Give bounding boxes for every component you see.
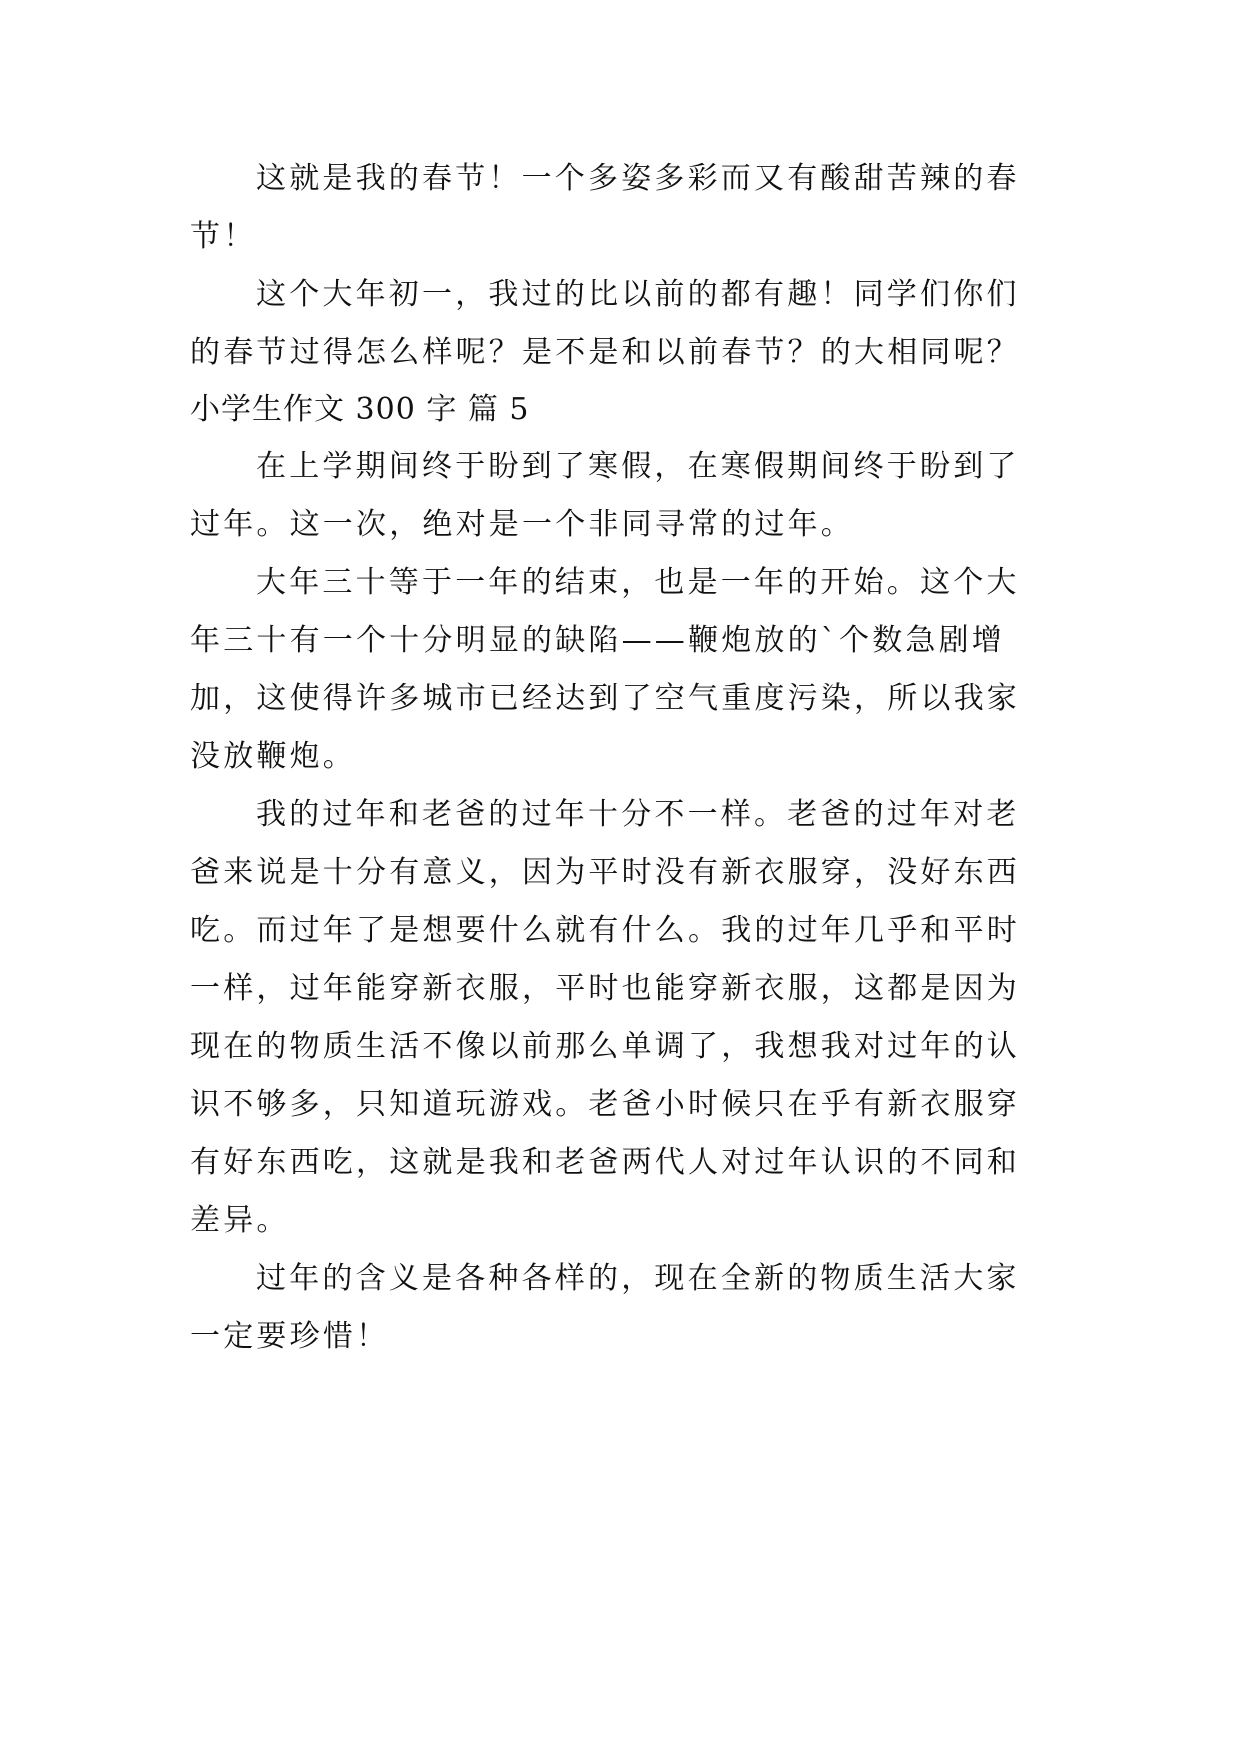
paragraph: 在上学期间终于盼到了寒假，在寒假期间终于盼到了过年。这一次，绝对是一个非同寻常的过年。: [190, 449, 1020, 542]
paragraph: 过年的含义是各种各样的，现在全新的物质生活大家一定要珍惜！: [190, 1261, 1020, 1354]
section-heading: 小学生作文 300 字 篇 5: [190, 392, 530, 427]
paragraph: 这个大年初一，我过的比以前的都有趣！同学们你们的春节过得怎么样呢？是不是和以前春节？的大相同呢？: [190, 277, 1020, 370]
paragraph: 这就是我的春节！一个多姿多彩而又有酸甜苦辣的春节！: [190, 161, 1020, 254]
document-body: [190, 150, 1050, 1366]
paragraph: 我的过年和老爸的过年十分不一样。老爸的过年对老爸来说是十分有意义，因为平时没有新衣服穿，没好东西吃。而过年了是想要什么就有什么。我的过年几乎和平时一样，过年能穿新衣服，平时也能穿新衣服，这都是因为现在的物质生活不像以前那么单调了，我想我对过年的认识不够多，只知道玩游戏。老爸小时候只在乎有新衣服穿有好东西吃，这就是我和老爸两代人对过年认识的不同和差异。: [190, 797, 1020, 1238]
paragraph: 大年三十等于一年的结束，也是一年的开始。这个大年三十有一个十分明显的缺陷——鞭炮放的`个数急剧增加，这使得许多城市已经达到了空气重度污染，所以我家没放鞭炮。: [190, 565, 1020, 774]
